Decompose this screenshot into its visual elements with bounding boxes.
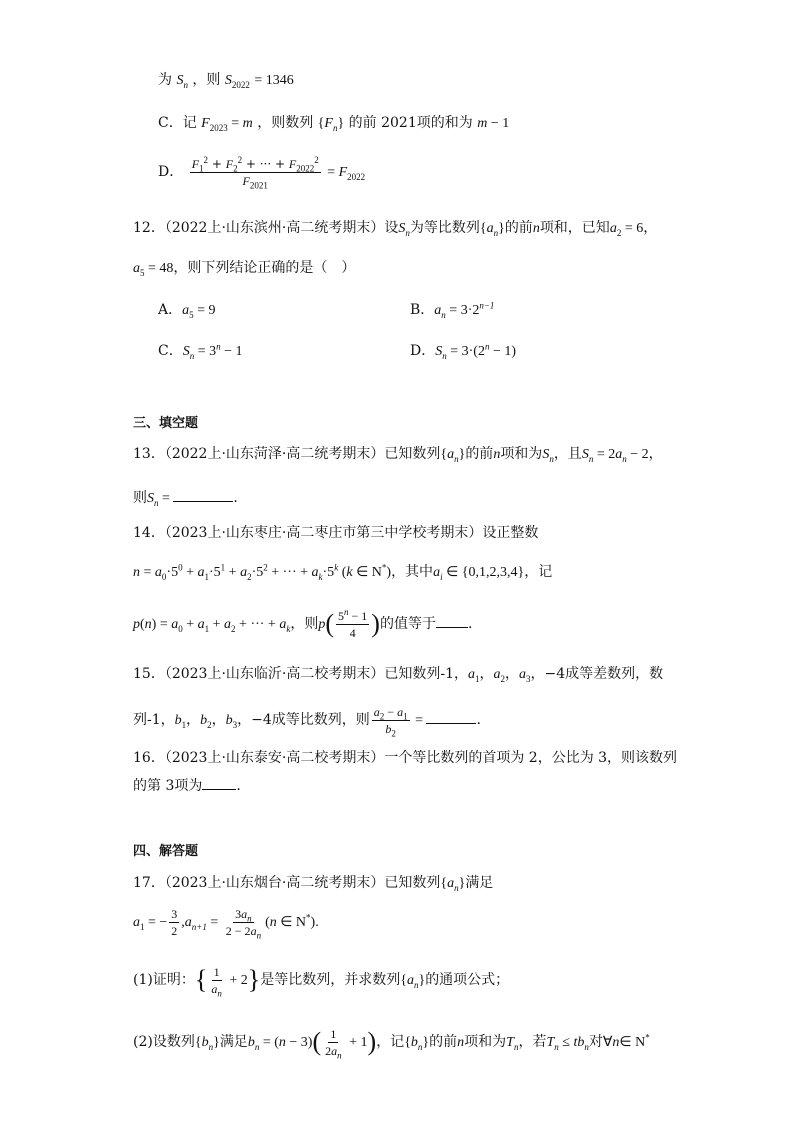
q13-stem1: 13．（2022上·山东菏泽·高二统考期末）已知数列 xyxy=(133,446,441,462)
q14-stem2b: ，其中 xyxy=(391,564,434,580)
q12-stem1b: 为等比数列 xyxy=(409,220,480,236)
q16-stem2: 的第 3项为 xyxy=(133,778,203,794)
q14-stem-line2: $n = a_0\cdot 5^0 + a_1\cdot 5^1 + a_2\cdot 5^2$ + ··· + $a_k\cdot 5^k$ (k ∈ N*)，其中$a_i$ ∈ {0,1,2,3,4}，记 xyxy=(133,562,553,582)
q11-option-c: C．记 $F_{2023} = m$ ，则数列 $\{F_n\}$ 的前 2021项的和为 m − 1 xyxy=(158,115,510,133)
section-fill-in-title: 三、填空题 xyxy=(133,416,199,431)
q11-a-then: ，则 xyxy=(192,72,221,88)
q12-stem1: 12．（2022上·山东滨州·高二统考期末）设 xyxy=(133,220,399,236)
q12-stem1c: 的前 xyxy=(504,220,533,236)
q12-stem1d: 项和，已知 xyxy=(539,220,610,236)
q14-stem2c: ，记 xyxy=(524,564,553,580)
q15-stem2b: 成等比数列，则 xyxy=(271,712,370,728)
q17-part2b: 满足 xyxy=(219,1034,248,1050)
q11-option-a-tail: 为 $S_n$ ，则 $S_{2022} = 1346$ xyxy=(158,72,294,90)
q12-a-label: A． xyxy=(158,302,183,318)
q16-stem-line1 xyxy=(133,748,677,768)
q12-d-label: D． xyxy=(410,343,436,359)
q17-part2f: ，若 xyxy=(518,1034,547,1050)
q14-stem-line3: $p(n) = a_0 + a_1 + a_2$ + ··· + $a_k$，则p( $\frac{5^n - 1}{4}$ )的值等于 . xyxy=(133,606,473,640)
q11-d-label: D． xyxy=(158,164,184,180)
q15-answer-blank[interactable] xyxy=(426,709,476,724)
q17-stem1b: 满足 xyxy=(465,875,494,891)
q11-a-text: 为 xyxy=(158,72,172,88)
q17-stem-line1: 17．（2023上·山东烟台·高二统考期末）已知数列$\{a_n\}$满足 xyxy=(133,875,494,893)
q14-stem3b: ，则 xyxy=(290,616,319,632)
q14-answer-blank[interactable] xyxy=(436,613,468,628)
q11-d-fraction: $\frac{F_1^2 + F_2^2 + \cdot\cdot\cdot + F_{2022}^2}{F_{2021}}$ xyxy=(191,154,319,190)
q13-stem-line2: 则$S_n$ = . xyxy=(133,487,238,509)
q17-part2e: 项和为 xyxy=(464,1034,507,1050)
section-answer-title: 四、解答题 xyxy=(133,844,199,859)
q17-part2g: 对 xyxy=(588,1034,603,1050)
q17-part2d: 的前 xyxy=(429,1034,458,1050)
q17-part1a: (1)证明： xyxy=(133,972,195,988)
q12-option-a: A．$a_5 = 9$ xyxy=(158,302,216,320)
q17-part1: (1)证明：{ $\frac{1}{a_n}$ + 2}是等比数列，并求数列$\{a_n\}$的通项公式； xyxy=(133,964,510,998)
q17-recurrence-fraction: $\frac{3a_n}{2 - 2a_n}$ xyxy=(225,906,262,940)
q17-part1b: 是等比数列，并求数列 xyxy=(260,972,401,988)
q11-c-mid: ，则数列 xyxy=(257,115,314,131)
q13-stem1b: 的前 xyxy=(465,446,494,462)
q15-stem2: 列-1， xyxy=(133,712,175,728)
q16-stem1: 16．（2023上·山东泰安·高二校考期末）一个等比数列的首项为 2，公比为 3，则该数列 xyxy=(133,750,678,766)
q11-c-label: C．记 xyxy=(158,115,197,131)
q15-stem1b: 成等差数列，数 xyxy=(565,666,664,682)
q12-stem-line1: 12．（2022上·山东滨州·高二统考期末）设$S_n$为等比数列$\{a_n\}$的前n项和，已知$a_2 = 6$， xyxy=(133,220,658,238)
q17-part2a: (2)设数列 xyxy=(133,1034,195,1050)
q13-stem1c: 项和为 xyxy=(500,446,543,462)
q17-stem1: 17．（2023上·山东烟台·高二统考期末）已知数列 xyxy=(133,875,441,891)
q16-stem-line2: 的第 3项为 . xyxy=(133,775,241,796)
q11-option-d: D． $\frac{F_1^2 + F_2^2 + \cdot\cdot\cdot + F_{2022}^2}{F_{2021}}$ = $F_{2022}$ xyxy=(158,154,366,190)
q14-stem1: 14．（2023上·山东枣庄·高二枣庄市第三中学校考期末）设正整数 xyxy=(133,525,539,541)
q15-fraction: $\frac{a_2 - a_1}{b_2}$ xyxy=(373,704,408,738)
q13-stem1d: ，且 xyxy=(553,446,582,462)
q12-option-d: D．$S_n = 3\cdot(2^n - 1)$ xyxy=(410,341,517,361)
q17-part2c: ，记 xyxy=(376,1034,405,1050)
q13-stem2: 则 xyxy=(133,490,147,506)
q11-c-end: 的前 2021项的和为 xyxy=(348,115,473,131)
q14-stem-line1 xyxy=(133,523,538,543)
q12-option-c: C．$S_n = 3^n - 1$ xyxy=(158,341,243,361)
q15-stem-line2: 列-1，$b_1$，$b_2$，$b_3$，−4成等比数列，则 $\frac{a_2 - a_1}{b_2}$ = . xyxy=(133,704,481,738)
q12-option-b: B．$a_n = 3\cdot 2^{n-1}$ xyxy=(410,300,495,320)
q17-part2: (2)设数列$\{b_n\}$满足$b_n = (n - 3)$( $\frac{1}{2a_n}$ + 1)，记$\{b_n\}$的前n项和为$T_n$，若$T_n \le tb_n$对∀n∈ N* xyxy=(133,1026,650,1060)
q14-fraction: $\frac{5^n - 1}{4}$ xyxy=(338,606,368,640)
q13-stem-line1: 13．（2022上·山东菏泽·高二统考期末）已知数列$\{a_n\}$的前n项和为$S_n$，且$S_n = 2a_n - 2$， xyxy=(133,446,663,464)
q15-stem-line1: 15．（2023上·山东临沂·高二校考期末）已知数列-1，$a_1$，$a_2$，$a_3$，−4成等差数列，数 xyxy=(133,666,664,684)
q15-stem1: 15．（2023上·山东临沂·高二校考期末）已知数列-1， xyxy=(133,666,468,682)
q11-a-value: 1346 xyxy=(265,73,294,88)
q12-b-label: B． xyxy=(410,302,435,318)
q12-stem2: ，则下列结论正确的是（ ） xyxy=(173,260,356,276)
q14-stem3c: 的值等于 xyxy=(379,616,436,632)
q13-answer-blank[interactable] xyxy=(173,487,233,502)
q12-stem-line2: $a_5 = 48$，则下列结论正确的是（ ） xyxy=(133,260,356,278)
q16-answer-blank[interactable] xyxy=(202,775,236,790)
q17-stem-line2: $a_1$ = − $\frac{3}{2}$ $,a_{n+1}$ = $\frac{3a_n}{2 - 2a_n}$ (n ∈ N*). xyxy=(133,906,319,940)
q12-c-label: C． xyxy=(158,343,183,359)
q17-part1c: 的通项公式； xyxy=(425,972,510,988)
